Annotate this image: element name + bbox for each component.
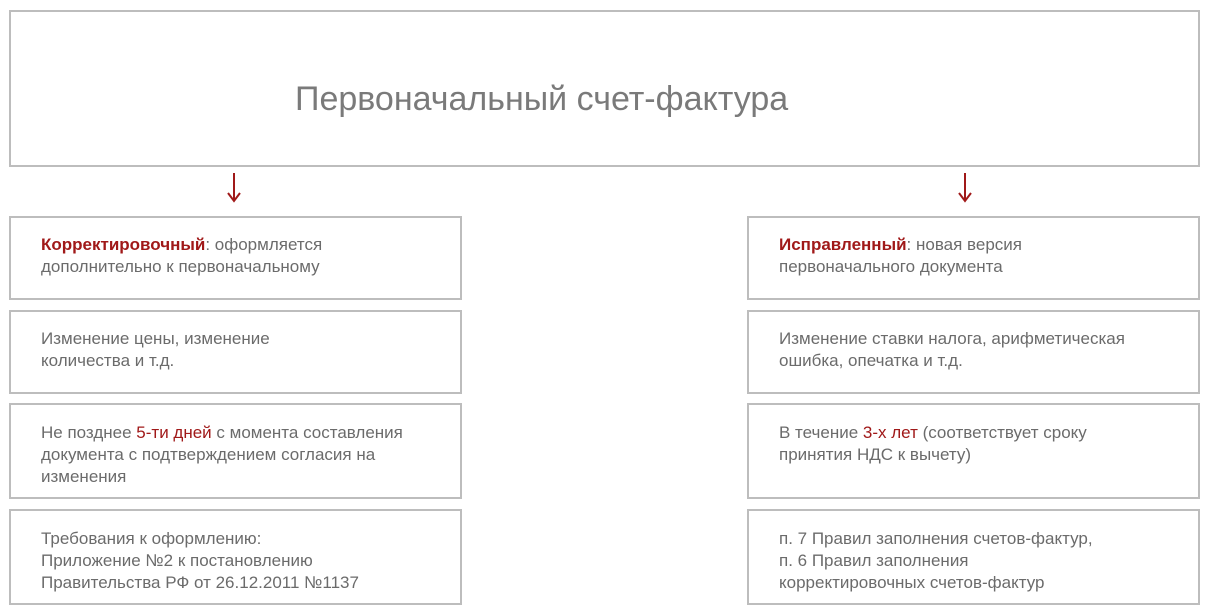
left-deadline-line2: документа с подтверждением согласия на	[41, 445, 376, 464]
left-requirements-line3: Правительства РФ от 26.12.2011 №1137	[41, 573, 359, 592]
left-term: Корректировочный	[41, 235, 206, 254]
root-node-title: Первоначальный счет-фактура	[295, 80, 789, 118]
arrow-down-right-icon	[957, 172, 973, 204]
right-definition-box	[747, 216, 1200, 300]
root-node-box	[9, 10, 1200, 167]
right-reasons-line1: Изменение ставки налога, арифметическая	[779, 329, 1125, 348]
right-requirements-line1: п. 7 Правил заполнения счетов-фактур,	[779, 529, 1093, 548]
right-reasons-box	[747, 310, 1200, 394]
left-definition-line2: дополнительно к первоначальному	[41, 257, 320, 276]
left-deadline-highlight: 5-ти дней	[136, 423, 212, 442]
right-requirements-line3: корректировочных счетов-фактур	[779, 573, 1045, 592]
right-deadline-pre: В течение	[779, 423, 863, 442]
right-requirements-line2: п. 6 Правил заполнения	[779, 551, 969, 570]
right-deadline-line2: принятия НДС к вычету)	[779, 445, 972, 464]
left-deadline-post: с момента составления	[211, 423, 403, 442]
right-reasons-line2: ошибка, опечатка и т.д.	[779, 351, 963, 370]
right-term-rest: : новая версия	[906, 235, 1023, 254]
right-deadline-highlight: 3-х лет	[862, 423, 918, 442]
left-requirements-line2: Приложение №2 к постановлению	[41, 551, 313, 570]
right-requirements-box	[747, 509, 1200, 605]
left-deadline-pre: Не позднее	[41, 423, 137, 442]
left-deadline-box	[9, 403, 462, 499]
left-reasons-box	[9, 310, 462, 394]
left-definition-box	[9, 216, 462, 300]
left-term-rest: : оформляется	[205, 235, 323, 254]
right-deadline-post: (соответствует сроку	[917, 423, 1087, 442]
left-reasons-line1: Изменение цены, изменение	[41, 329, 270, 348]
left-deadline-line3: изменения	[41, 467, 127, 486]
left-requirements-line1: Требования к оформлению:	[41, 529, 262, 548]
left-reasons-line2: количества и т.д.	[41, 351, 175, 370]
left-requirements-box	[9, 509, 462, 605]
arrow-down-left-icon	[226, 172, 242, 204]
right-term: Исправленный	[779, 235, 907, 254]
right-definition-line2: первоначального документа	[779, 257, 1003, 276]
right-deadline-box	[747, 403, 1200, 499]
